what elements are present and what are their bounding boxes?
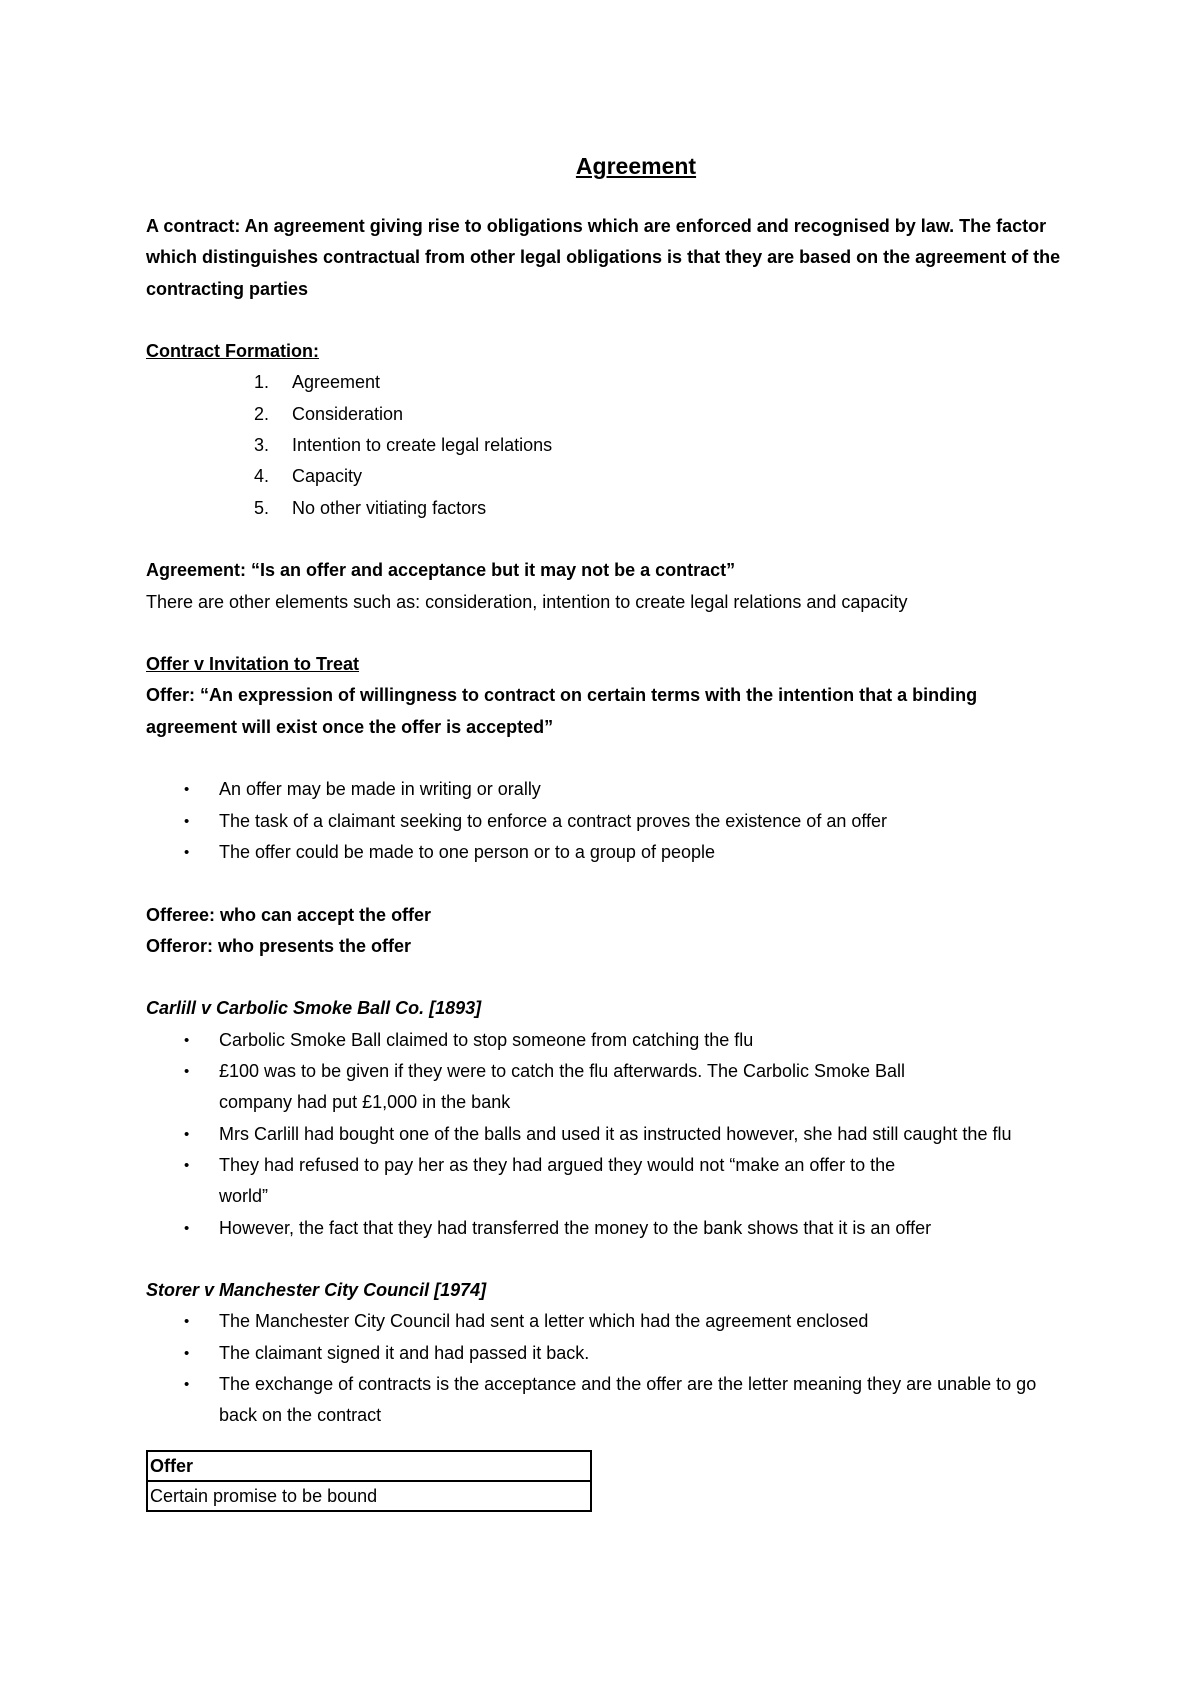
- offer-table: [146, 1450, 592, 1512]
- bullet-icon: •: [184, 843, 190, 861]
- bullet-icon: •: [184, 812, 190, 830]
- page-title: Agreement: [575, 153, 697, 179]
- list-item: • An offer may be made in writing or orally: [146, 774, 1066, 805]
- offer-bullets: [146, 774, 1066, 868]
- carlill-heading: Carlill v Carbolic Smoke Ball Co. [1893]: [146, 998, 482, 1019]
- table-cell: Certain promise to be bound: [147, 1481, 591, 1511]
- list-item: • Mrs Carlill had bought one of the balls and used it as instructed however, she had still caught the flu: [146, 1119, 1066, 1150]
- table-row: [147, 1451, 591, 1481]
- storer-bullets: [146, 1306, 1046, 1431]
- list-item: • The task of a claimant seeking to enforce a contract proves the existence of an offer: [146, 806, 1066, 837]
- bullet-icon: •: [184, 1344, 190, 1362]
- list-item: • Carbolic Smoke Ball claimed to stop someone from catching the flu: [146, 1025, 1066, 1056]
- offeror-definition: Offeror: who presents the offer: [146, 935, 412, 956]
- list-item: 5. No other vitiating factors: [254, 497, 487, 518]
- bullet-icon: •: [184, 1219, 190, 1237]
- list-item: 1. Agreement: [254, 372, 381, 393]
- list-item: • However, the fact that they had transferred the money to the bank shows that it is an offer: [146, 1213, 1066, 1244]
- offeree-definition: Offeree: who can accept the offer: [146, 904, 432, 925]
- bullet-icon: •: [184, 1156, 190, 1174]
- list-item: • The claimant signed it and had passed it back.: [146, 1338, 1046, 1369]
- list-item: • The Manchester City Council had sent a letter which had the agreement enclosed: [146, 1306, 1046, 1337]
- agreement-note: There are other elements such as: consideration, intention to create legal relations and capacity: [146, 591, 908, 612]
- document-page: [146, 148, 1066, 1512]
- agreement-definition: Agreement: “Is an offer and acceptance but it may not be a contract”: [146, 560, 736, 581]
- table-header-cell: Offer: [147, 1451, 591, 1481]
- intro-paragraph: A contract: An agreement giving rise to obligations which are enforced and recognised by law. The factor which distinguishes contractual from other legal obligations is that they are based on the agreement of the contracting parties: [146, 216, 1061, 299]
- carlill-bullets: [146, 1025, 1066, 1244]
- list-item: 4. Capacity: [254, 466, 363, 487]
- bullet-icon: •: [184, 1375, 190, 1393]
- offer-definition: Offer: “An expression of willingness to contract on certain terms with the intention that a binding agreement will exist once the offer is accepted”: [146, 685, 978, 737]
- list-item: 3. Intention to create legal relations: [254, 435, 553, 456]
- bullet-icon: •: [184, 1313, 190, 1331]
- bullet-icon: •: [184, 1125, 190, 1143]
- formation-heading: Contract Formation:: [146, 341, 319, 362]
- offer-heading: Offer v Invitation to Treat: [146, 654, 360, 675]
- formation-list: [146, 367, 1066, 523]
- list-item: • They had refused to pay her as they had argued they would not “make an offer to the world”: [146, 1150, 919, 1213]
- bullet-icon: •: [184, 1031, 190, 1049]
- list-item: • £100 was to be given if they were to catch the flu afterwards. The Carbolic Smoke Ball company had put £1,000 in the bank: [146, 1056, 939, 1119]
- list-item: • The exchange of contracts is the acceptance and the offer are the letter meaning they are unable to go back on the contract: [146, 1369, 1046, 1432]
- list-item: • The offer could be made to one person or to a group of people: [146, 837, 1066, 868]
- list-item: 2. Consideration: [254, 403, 404, 424]
- bullet-icon: •: [184, 1063, 190, 1081]
- storer-heading: Storer v Manchester City Council [1974]: [146, 1280, 487, 1301]
- table-row: [147, 1481, 591, 1511]
- bullet-icon: •: [184, 781, 190, 799]
